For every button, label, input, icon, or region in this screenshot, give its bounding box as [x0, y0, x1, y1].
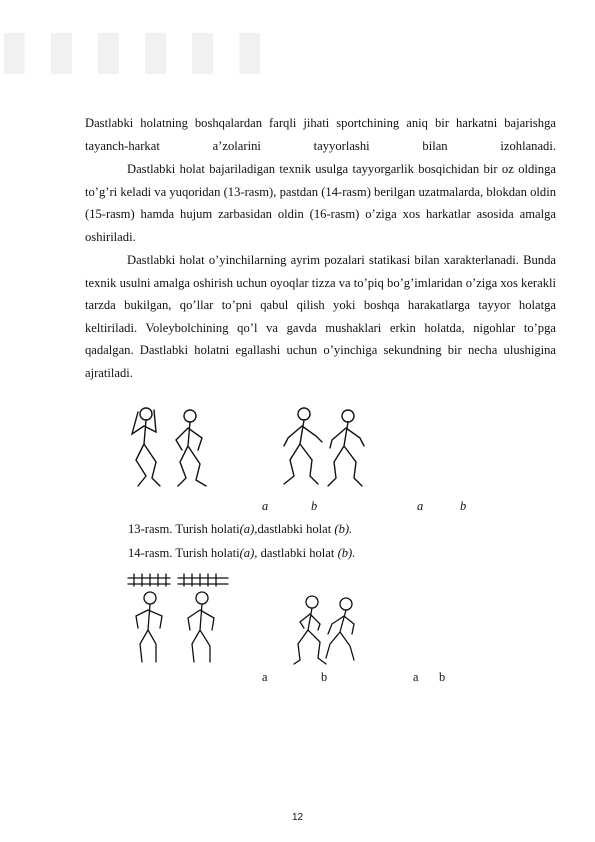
- figure-13-illustration: [124, 404, 224, 490]
- figure-15-illustration: [126, 570, 230, 666]
- paragraph-1: Dastlabki holatning boshqalardan farqli jihati sportchining aniq bir harkatni bajarishga tayanch-harkat a’zolarini tayyorlashi bilan izohlanadi.: [85, 116, 556, 153]
- fig16-label-b: b: [439, 670, 446, 684]
- paragraph-3: Dastlabki holat o’yinchilarning ayrim pozalari statikasi bilan xarakterlanadi. Bunda texnik usulni amalga oshirish uchun oyoqlar tizza va to’piq bo’g’imlaridan o’ziga xos kerakli tarzda bukilgan, qo’llar to’pni qabul qilish yoki boshqa harakatlarga tayyor holatga keltiriladi. Voleybolchining qo’l va gavda mushaklari erkin holatda, nigohlar to’pga qadalgan. Dastlabki holatni egallashi uchun o’yinchiga sekundning bir necha ulushigina ajratiladi.: [85, 253, 556, 380]
- caption-13: 13-rasm. Turish holati(a),dastlabki holat (b).: [128, 522, 353, 536]
- fig15-label-b: b: [321, 670, 328, 684]
- watermark: ▮ ▮ ▮ ▮ ▮ ▮: [0, 21, 266, 79]
- figure-14-illustration: [276, 404, 376, 490]
- paragraph-2: Dastlabki holat bajariladigan texnik usulga tayyorgarlik bosqichidan bir oz oldinga to’g’ri keladi va yuqoridan (13-rasm), pastdan (14-rasm) berilgan uzatmalarda, blokdan oldin (15-rasm) hamda hujum zarbasidan oldin (16-rasm) o’ziga xos harkatlar asosida amalga oshiriladi.: [85, 162, 556, 244]
- fig14-label-a: a: [417, 499, 424, 513]
- fig13-label-a: a: [262, 499, 269, 513]
- fig14-label-b: b: [460, 499, 467, 513]
- fig15-label-a: a: [262, 670, 268, 684]
- fig13-label-b: b: [311, 499, 318, 513]
- figure-16-illustration: [290, 594, 360, 666]
- page-number: 12: [291, 812, 304, 823]
- fig16-label-a: a: [413, 670, 419, 684]
- caption-14: 14-rasm. Turish holati(a), dastlabki holat (b).: [128, 546, 356, 560]
